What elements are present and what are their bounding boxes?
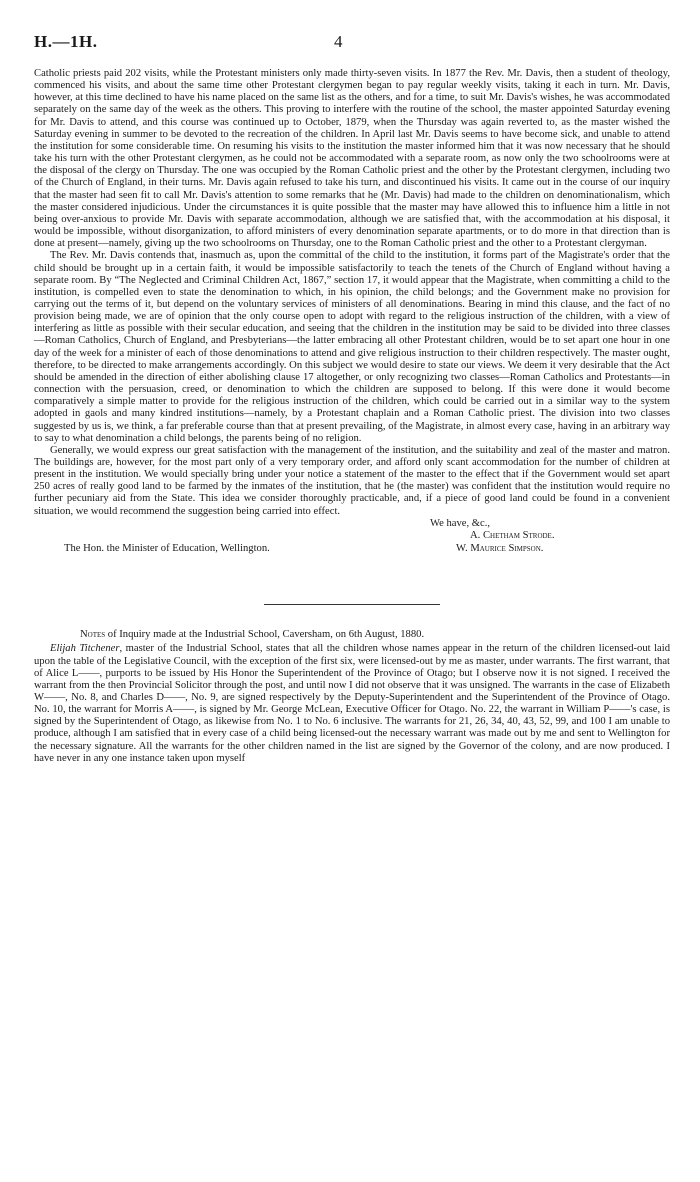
document-reference: H.—1H. <box>34 32 98 51</box>
report-body <box>34 68 670 570</box>
notes-heading-rest: of Inquiry made at the Industrial School, Caversham, on 6th August, 1880. <box>105 628 425 640</box>
section-divider <box>264 604 440 605</box>
witness-name: Elijah Titchener <box>50 643 120 655</box>
paragraph-religious-instruction: The Rev. Mr. Davis contends that, inasmuch as, upon the committal of the child to the institution, it forms part of the Magistrate's order that the child should be brought up in a certain faith, it would be impossible satisfactorily to teach the tenets of the Church of England without having a separate room. By “The Neglected and Criminal Children Act, 1867,” section 17, it would appear that the Magistrate, when committing a child to the institution, is compelled even to state the denomination to which, in his opinion, the child belongs; and the Government make no provision for carrying out the terms of it, but depend on the voluntary services of ministers of all denominations. Bearing in mind this clause, and the fact of no provision being made, we are of opinion that the only course open to adopt with regard to the religious instruction of the children, with a view of interfering as little as possible with their secular education, and seeing that the children in the institution may be said to be divided into three classes—Roman Catholics, Church of England, and Presbyterians—the latter embracing all other Protestant children, would be to set apart one hour in one day of the week for a minister of each of those denominations to attend and give religious instruction to their children respectively. The master ought, therefore, to be directed to make arrangements accordingly. On this subject we would desire to state our views. We deem it very desirable that the Act should be amended in the direction of either abolishing clause 17 altogether, or only recognizing two classes—Roman Catholics and Protestants—in connection with the persuasion, creed, or denomination to which the children are supposed to belong. If this were done it would become comparatively a simple matter to provide for the religious instruction of the children, which could be carried out in a similar way to the system adopted in gaols and many kindred institutions—namely, by a Protestant chaplain and a Roman Catholic priest. The division into two classes suggested by us is, we think, a far preferable course than that at present prevailing, of the Magistrate, in almost every case, having in an arbitrary way to say to what denomination a child belongs, the parents being of no religion. <box>34 250 670 444</box>
paragraph-clergy-visits: Catholic priests paid 202 visits, while the Protestant ministers only made thirty-seven visits. In 1877 the Rev. Mr. Davis, then a student of theology, commenced his visits, and about the same time other Protestant clergymen began to pay regular weekly visits, taking it each in turn. Mr. Davis, however, at this time declined to have his name placed on the same list as the others, and for a time, to suit Mr. Davis's wishes, he was accommodated separately on the same day of the week as the others. This proving to interfere with the routine of the school, the master appointed Saturday evening for Mr. Davis to attend, and this course was continued up to October, 1879, when the Thursday was again reverted to, as the master wished the Saturday evening in summer to be devoted to the recreation of the children. In April last Mr. Davis seems to have become sick, and unable to attend the institution for some considerable time. On resuming his visits to the institution the master informed him that it was now necessary that he should take his turn with the other Protestant clergymen, as he could not be accommodated with a separate room, as now only the two schoolrooms were at the disposal of the clergy on Thursday. The one was occupied by the Roman Catholic priest and the other by the Protestant clergymen, including two of the Church of England, in their turns. Mr. Davis again refused to take his turn, and discontinued his visits. It came out in the course of our inquiry that the master had seen fit to call Mr. Davis's attention to some remarks that he (Mr. Davis) had made to the children on denominationalism, which the master considered injudicious. Under the circumstances it is quite possible that the master may have allowed this to influence him a little in not being over-anxious to provide Mr. Davis with separate accommodation, although we are satisfied that, with the accommodation at his disposal, it would be impossible, without disorganization, to afford ministers of every denomination separate apartments, or to do more in that direction than is done at present—namely, giving up the two schoolrooms on Thursday, one to the Roman Catholic priest and the other to a Protestant clergyman. <box>34 68 670 250</box>
addressee: The Hon. the Minister of Education, Wellington. <box>64 542 270 554</box>
paragraph-general-satisfaction: Generally, we would express our great satisfaction with the management of the institution, and the suitability and zeal of the master and matron. The buildings are, however, for the most part only of a very temporary order, and afford only scant accommodation for the number of children at present in the institution. We would specially bring under your notice a statement of the master to the effect that if the Government would set apart 250 acres of really good land to be farmed by the inmates of the institution, that he (the master) was confident that the institution would require no further pecuniary aid from the State. This idea we consider thoroughly practicable, and, if a piece of good land could be found in a convenient situation, we would recommend the suggestion being carried into effect. <box>34 444 670 517</box>
page-number: 4 <box>334 32 343 51</box>
notes-heading-lead: Notes <box>80 628 106 640</box>
letter-closing <box>34 518 670 570</box>
valediction: We have, &c., <box>430 517 491 529</box>
page-header <box>34 32 670 58</box>
signatory-strode: A. Chetham Strode. <box>470 530 555 542</box>
witness-statement: , master of the Industrial School, states that all the children whose names appear in the return of the children licensed-out laid upon the table of the Legislative Council, with the exception of the first six, were licensed-out by me as master, under warrants. The first warrant, that of Alice L——, purports to be issued by His Honor the Superintendent of the Province of Otago; but I observe now it is not signed. I received the warrant from the then Provincial Solicitor through the post, and until now I did not observe that it was unsigned. The warrants in the case of Elizabeth W——, No. 8, and Charles D——, No. 9, are signed respectively by the Deputy-Superintendent and the Superintendent of the Province of Otago. No. 10, the warrant for Morris A——, is signed by Mr. George McLean, Executive Officer for Otago. No. 22, the warrant in William P——'s case, is signed by the Superintendent of Otago, as likewise from No. 1 to No. 6 inclusive. The warrants for 21, 26, 34, 40, 43, 52, 99, and 100 I am unable to produce, although I am satisfied that in every case of a child being licensed-out the necessary warrant was made out by me and sent to Wellington for the necessary signature. All the warrants for the other children named in the list are signed by the Governor of the colony, and are now produced. I have never in any one instance taken upon myself <box>34 643 670 764</box>
document-page <box>34 32 670 765</box>
signatory-simpson: W. Maurice Simpson. <box>456 542 544 554</box>
notes-testimony <box>34 643 670 765</box>
notes-heading <box>80 629 670 642</box>
